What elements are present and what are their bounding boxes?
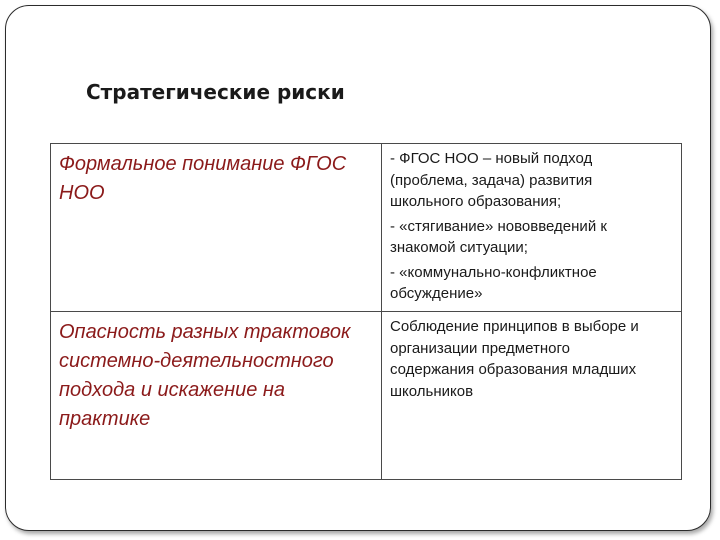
description-line: - «стягивание» нововведений к	[390, 217, 607, 235]
description-item	[390, 148, 675, 213]
description-item	[390, 262, 675, 305]
description-line: обсуждение»	[390, 285, 483, 302]
risk-label: Формальное понимание ФГОС НОО	[59, 153, 347, 204]
description-line: школьников	[390, 382, 474, 400]
description-line: - «коммунально-конфликтное	[390, 263, 597, 281]
risk-cell	[51, 144, 382, 312]
description-cell	[382, 312, 682, 480]
description-line: содержания образования младших	[390, 361, 637, 378]
description-line: (проблема, задача) развития	[390, 171, 593, 189]
risk-label: Опасность разных трактовок системно-деятельностного подхода и искажение на практике	[59, 321, 351, 430]
description-line: Соблюдение принципов в выборе и	[390, 318, 639, 335]
risk-cell	[51, 312, 382, 480]
description-line: школьного образования;	[390, 193, 562, 210]
description-line: - ФГОС НОО – новый подход	[390, 150, 593, 167]
slide-title: Стратегические риски	[86, 80, 345, 104]
risk-table	[50, 143, 682, 480]
description-cell	[382, 144, 682, 312]
slide-frame	[5, 5, 711, 531]
description-item	[390, 316, 675, 402]
table-row	[51, 144, 682, 312]
table-row	[51, 312, 682, 480]
description-line: знакомой ситуации;	[390, 239, 528, 256]
description-line: организации предметного	[390, 339, 570, 357]
description-item	[390, 216, 675, 259]
